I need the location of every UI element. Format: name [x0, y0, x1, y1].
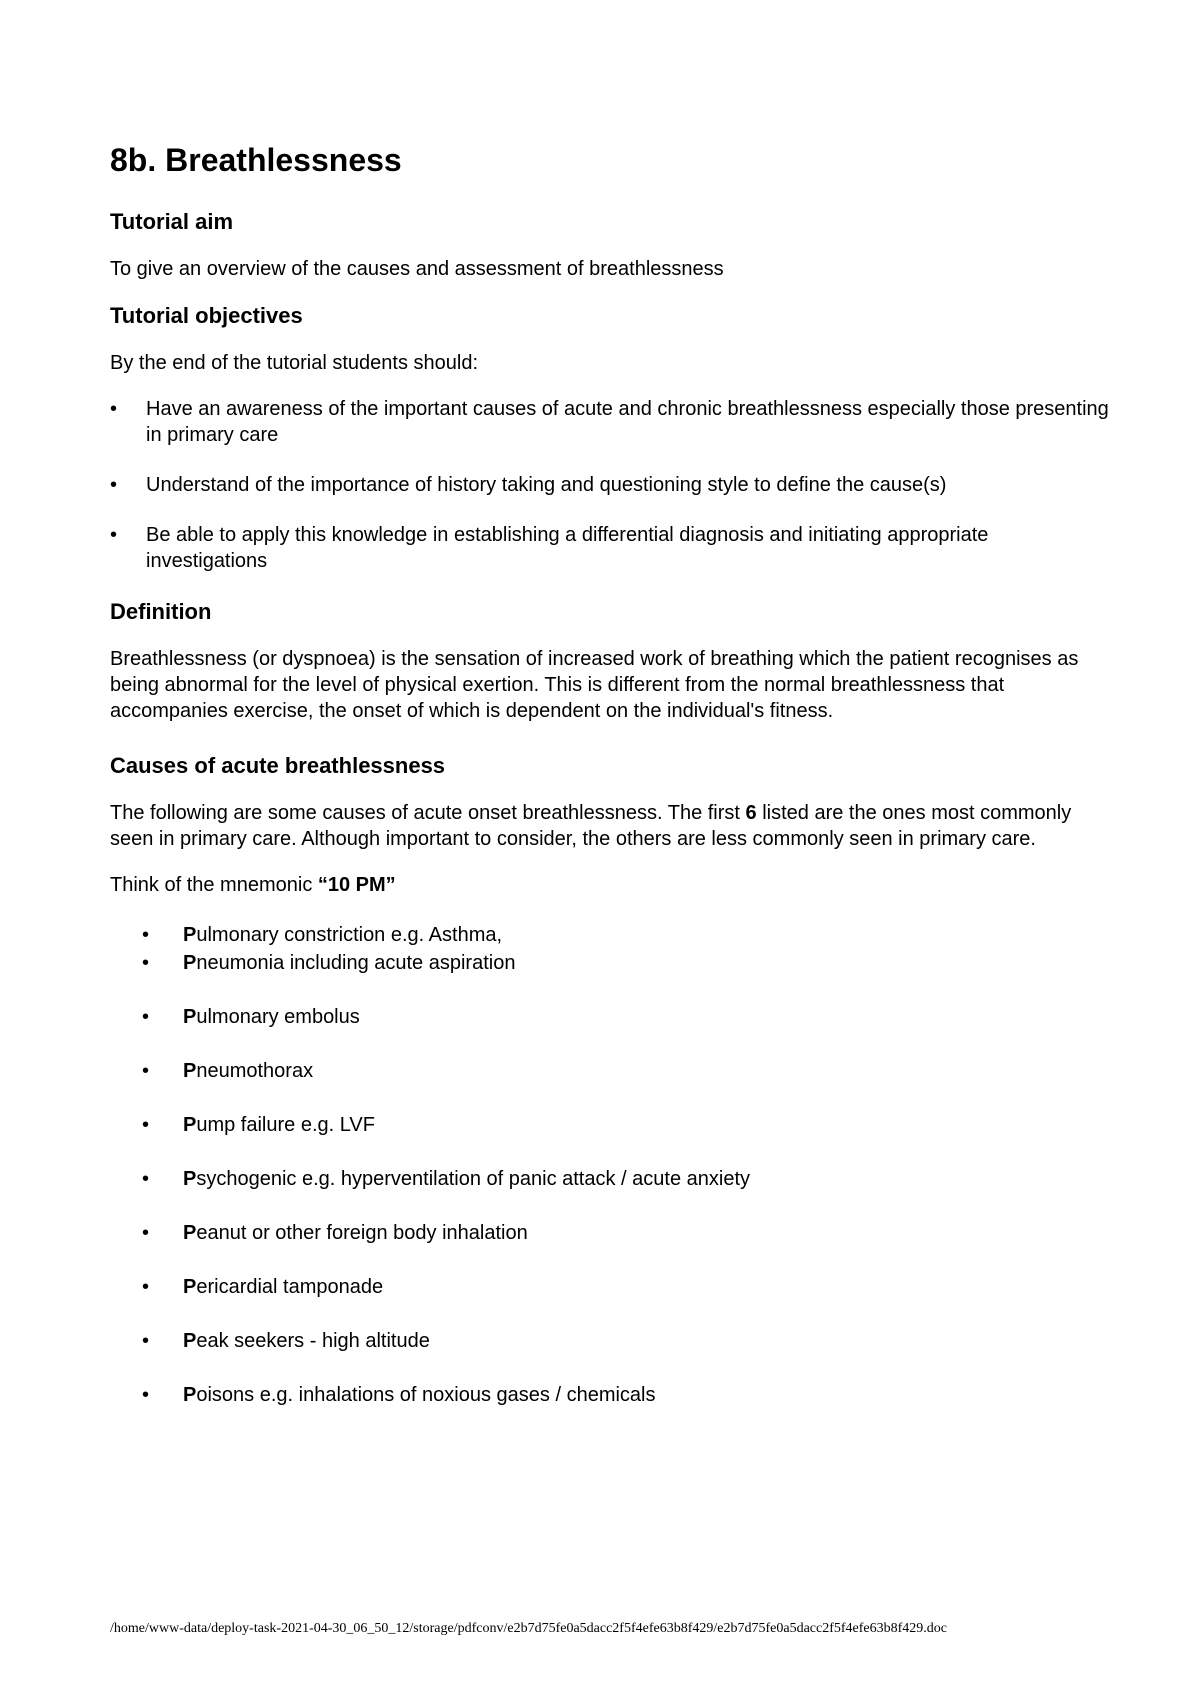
aim-text: To give an overview of the causes and assessment of breathlessness	[110, 258, 724, 280]
cause-text: ulmonary embolus	[196, 1006, 360, 1028]
acute-causes-list	[110, 922, 1110, 1408]
list-item	[142, 1382, 1110, 1408]
cause-initial: P	[183, 1168, 197, 1190]
bullet-icon: •	[142, 1384, 150, 1406]
objective-text: Be able to apply this knowledge in establishing a differential diagnosis and initiating appropriate investigations	[146, 524, 989, 572]
cause-initial: P	[183, 1006, 197, 1028]
cause-initial: P	[183, 1330, 197, 1352]
objective-text: Understand of the importance of history taking and questioning style to define the cause(s)	[146, 474, 947, 496]
cause-text: oisons e.g. inhalations of noxious gases / chemicals	[196, 1384, 656, 1406]
list-item	[142, 1328, 1110, 1354]
bullet-icon: •	[142, 1114, 150, 1136]
bullet-icon: •	[142, 1222, 150, 1244]
bullet-icon: •	[142, 1006, 150, 1028]
cause-text: neumonia including acute aspiration	[196, 952, 516, 974]
acute-causes-intro	[110, 800, 1110, 852]
file-path-footer: /home/www-data/deploy-task-2021-04-30_06_50_12/storage/pdfconv/e2b7d75fe0a5dacc2f5f4efe63b8f429/e2b7d75fe0a5dacc2f5f4efe63b8f429.doc	[110, 1621, 948, 1636]
cause-initial: P	[183, 1222, 197, 1244]
definition-text: Breathlessness (or dyspnoea) is the sensation of increased work of breathing which the patient recognises as being abnormal for the level of physical exertion. This is different from the normal breathlessness that accompanies exercise, the onset of which is dependent on the individual's fitness.	[110, 648, 1079, 722]
mnemonic-prefix: Think of the mnemonic	[110, 874, 318, 896]
cause-initial: P	[183, 1060, 197, 1082]
list-item	[110, 472, 1110, 498]
bullet-icon: •	[142, 1276, 150, 1298]
cause-initial: P	[183, 1276, 197, 1298]
objectives-intro: By the end of the tutorial students should:	[110, 352, 479, 374]
cause-text: sychogenic e.g. hyperventilation of panic attack / acute anxiety	[196, 1168, 751, 1190]
list-item	[142, 950, 1110, 976]
cause-text: neumothorax	[196, 1060, 314, 1082]
mnemonic: “10 PM”	[317, 874, 396, 896]
list-item	[142, 1274, 1110, 1300]
bullet-icon: •	[142, 924, 150, 946]
cause-text: eak seekers - high altitude	[196, 1330, 430, 1352]
list-item	[142, 1166, 1110, 1192]
page-title: 8b. Breathlessness	[110, 142, 402, 178]
cause-text: ulmonary constriction e.g. Asthma,	[196, 924, 503, 946]
list-item	[142, 1112, 1110, 1138]
definition-heading: Definition	[110, 599, 212, 624]
list-item	[142, 1058, 1110, 1084]
bullet-icon: •	[110, 524, 118, 546]
list-item	[142, 922, 1110, 948]
cause-initial: P	[183, 952, 197, 974]
cause-text: ericardial tamponade	[196, 1276, 384, 1298]
bullet-icon: •	[110, 398, 118, 420]
mnemonic-line	[110, 872, 1110, 898]
cause-text: eanut or other foreign body inhalation	[196, 1222, 528, 1244]
acute-causes-heading: Causes of acute breathlessness	[110, 753, 446, 778]
cause-initial: P	[183, 1384, 197, 1406]
list-item	[110, 522, 1110, 574]
objectives-list	[110, 396, 1110, 574]
intro-text-part2: listed are the ones most commonly seen in primary care. Although important to consider, the others are less commonly seen in primary care.	[110, 802, 1072, 850]
objective-text: Have an awareness of the important causes of acute and chronic breathlessness especially those presenting in primary care	[146, 398, 1109, 446]
bullet-icon: •	[110, 474, 118, 496]
document-body	[110, 140, 1110, 1436]
bullet-icon: •	[142, 1168, 150, 1190]
bullet-icon: •	[142, 1060, 150, 1082]
list-item	[142, 1004, 1110, 1030]
cause-initial: P	[183, 1114, 197, 1136]
objectives-heading: Tutorial objectives	[110, 303, 303, 328]
cause-text: ump failure e.g. LVF	[196, 1114, 375, 1136]
bullet-icon: •	[142, 952, 150, 974]
aim-heading: Tutorial aim	[110, 209, 234, 234]
list-item	[142, 1220, 1110, 1246]
intro-count: 6	[745, 802, 757, 824]
bullet-icon: •	[142, 1330, 150, 1352]
list-item	[110, 396, 1110, 448]
intro-text-part1: The following are some causes of acute onset breathlessness. The first	[110, 802, 746, 824]
cause-initial: P	[183, 924, 197, 946]
